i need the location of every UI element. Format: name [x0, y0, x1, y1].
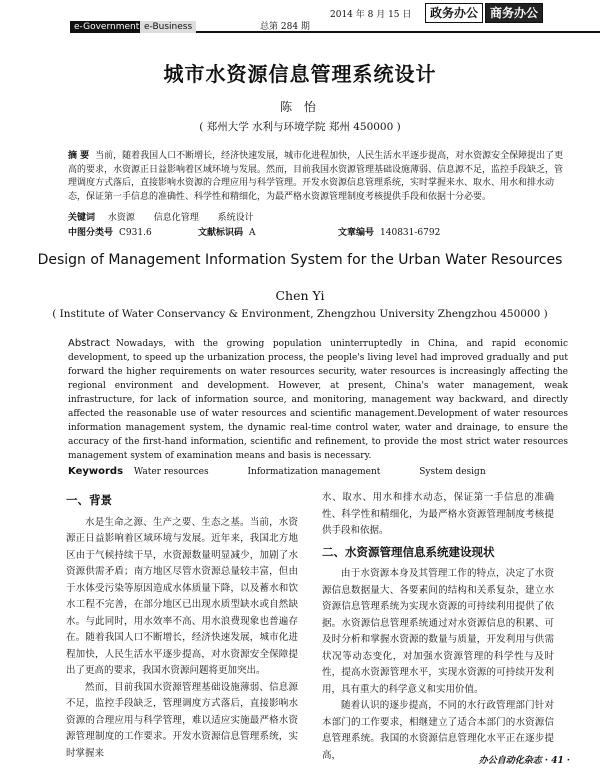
- issue-number: 总第 284 期: [260, 22, 310, 32]
- keyword-cn: 信息化管理: [153, 213, 199, 223]
- abstract-cn-label: 摘 要: [68, 151, 90, 161]
- paragraph-continued: 水、取水、用水和排水动态，保证第一手信息的准确性、科学性和精细化，为最严格水资源管理制度考核提供手段和依据。: [322, 492, 554, 536]
- page-footer: 办公自动化杂志 · 41 ·: [478, 756, 570, 766]
- paragraph: 水是生命之源、生产之要、生态之基。当前，水资源正日益影响着区域环境与发展。近年来，我国北方地区由于气候持续干旱，水资源数量明显减少，加剧了水资源供需矛盾；南方地区尽管水资源总量较丰富，但由于水体受污染等原因造成水体质量下降，以及蓄水和饮水工程不完善，在部分地区已出现水质型缺水或自然缺水。与此同时，用水效率不高、用水浪费现象也普遍存在。随着我国人口不断增长，经济快速发展，城市化进程加快，人民生活水平逐步提高，对水资源安全保障提出了更高的要求，我国水资源问题将更加突出。: [66, 516, 298, 676]
- affiliation-en: ( Institute of Water Conservancy & Environment, Zhengzhou University Zhengzhou 450000 ): [52, 308, 548, 320]
- keyword-en: System design: [419, 467, 486, 477]
- abstract-en-label: Abstract: [68, 338, 110, 349]
- abstract-cn-text: 当前，随着我国人口不断增长，经济快速发展，城市化进程加快，人民生活水平逐步提高，对水资源安全保障提出了更高的要求，水资源正日益影响着区域环境与发展。然而，目前我国水资源管理基础设施薄弱、信息源不足，监控手段缺乏，管理调度方式落后，直接影响水资源的合理应用与科学管理。开发水资源信息管理系统，实时掌握来水、取水、用水和排水动态，保证第一手信息的准确性、科学性和精细化，为最严格水资源管理制度考核提供手段和依据十分必要。: [68, 151, 564, 202]
- keywords-en-label: Keywords: [68, 466, 124, 477]
- abstract-cn: [68, 150, 568, 204]
- author-cn: 陈 怡: [280, 100, 320, 114]
- clc-number: 中图分类号 C931.6: [68, 228, 152, 238]
- author-en: Chen Yi: [275, 288, 325, 303]
- keyword-cn: 系统设计: [217, 213, 254, 223]
- brand-gov-office: 政务办公: [425, 3, 483, 23]
- tag-e-business: e-Business: [140, 21, 196, 33]
- brand-box: [425, 3, 543, 21]
- abstract-en-text: Nowadays, with the growing population uninterruptedly in China, and rapid economic development, to speed up the urbanization process, the people's living level had improved gradually and put forward the higher requirements on water resources security, water resources is increasingly affecting the regional environment and development. However, at present, China's water management, weak infrastructure, for lack of information source, and monitoring, management way backward, and directly affected the reasonable use of water resources and scientific management.Development of water resources information management system, the dynamic real-time control water, water and drainage, to ensure the accuracy of the first-hand information, scientific and refinement, to provide the most strict water resources management system of examination means and basis is necessary.: [68, 339, 568, 461]
- article-number: 文章编号 140831-6792: [338, 228, 441, 238]
- column-left: [66, 490, 298, 762]
- keywords-en: [68, 466, 568, 477]
- paragraph: 然而，目前我国水资源管理基础设施薄弱、信息源不足，监控手段缺乏，管理调度方式落后，直接影响水资源的合理应用与科学管理，难以适应实施最严格水资源管理制度的工作要求。开发水资源信息管理系统，实时掌握来: [66, 681, 298, 759]
- keyword-cn: 水资源: [107, 213, 135, 223]
- column-right: [322, 490, 554, 764]
- affiliation-cn: ( 郑州大学 水利与环境学院 郑州 450000 ): [199, 121, 401, 133]
- keywords-cn: [68, 210, 568, 223]
- brand-business-office: 商务办公: [485, 3, 543, 23]
- meta-cn: [68, 225, 568, 238]
- section-heading: 一、背景: [66, 493, 112, 507]
- date: 2014 年 8 月 15 日: [330, 10, 412, 20]
- abstract-en: [68, 337, 568, 463]
- section-heading: 二、水资源管理信息系统建设现状: [322, 544, 495, 559]
- keyword-en: Water resources: [133, 467, 209, 477]
- document-code: 文献标识码 A: [198, 228, 256, 238]
- title-cn: 城市水资源信息管理系统设计: [163, 62, 437, 86]
- keywords-cn-label: 关键词: [68, 213, 96, 223]
- paragraph: 随着认识的逐步提高，不同的水行政管理部门针对本部门的工作要求，相继建立了适合本部门的水资源信息管理系统。我国的水资源信息管理化水平正在逐步提高，: [322, 700, 554, 761]
- paragraph: 由于水资源本身及其管理工作的特点，决定了水资源信息数据量大、各要素间的结构和关系复杂，建立水资源信息管理系统为实现水资源的可持续利用提供了依据。水资源信息管理系统通过对水资源信息的积累、可及时分析和掌握水资源的数量与质量，开发利用与供需状况等动态变化，对加强水资源管理的科学性与及时性，提高水资源管理水平，实现水资源的可持续开发利用，具有重大的科学意义和实用价值。: [322, 568, 554, 695]
- keyword-en: Informatization management: [247, 467, 381, 477]
- tag-e-government: e-Government: [70, 21, 143, 33]
- title-en: Design of Management Information System for the Urban Water Resources: [37, 252, 563, 268]
